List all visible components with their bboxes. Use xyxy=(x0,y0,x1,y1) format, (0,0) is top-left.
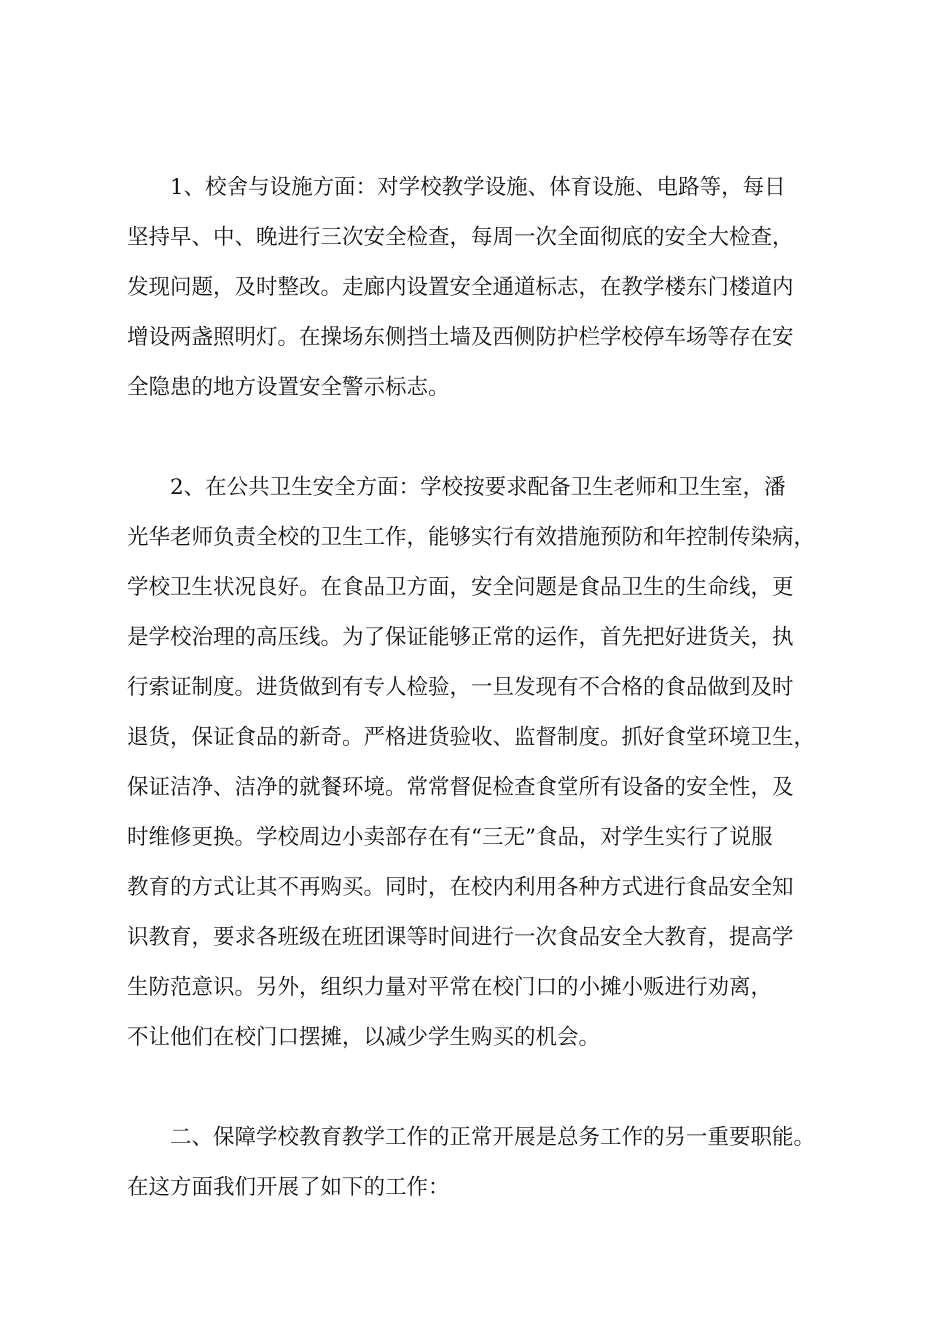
paragraph-section-two xyxy=(127,1113,815,1213)
paragraph-line: 退货，保证食品的新奇。严格进货验收、监督制度。抓好食堂环境卫生， xyxy=(127,725,816,750)
paragraph-line: 教育的方式让其不再购买。同时，在校内利用各种方式进行食品安全知 xyxy=(127,875,794,900)
paragraph-line: 1、校舍与设施方面：对学校教学设施、体育设施、电路等，每日 xyxy=(127,175,786,200)
paragraph-line: 在这方面我们开展了如下的工作： xyxy=(127,1175,450,1200)
paragraph-facilities xyxy=(127,163,794,413)
paragraph-line: 时维修更换。学校周边小卖部存在有“三无”食品，对学生实行了说服 xyxy=(127,825,773,850)
paragraph-public-health xyxy=(127,463,815,1063)
paragraph-line: 学校卫生状况良好。在食品卫方面，安全问题是食品卫生的生命线，更 xyxy=(127,575,794,600)
paragraph-line: 生防范意识。另外，组织力量对平常在校门口的小摊小贩进行劝离， xyxy=(127,975,773,1000)
paragraph-line: 增设两盏照明灯。在操场东侧挡土墙及西侧防护栏学校停车场等存在安 xyxy=(127,325,794,350)
paragraph-line: 2、在公共卫生安全方面：学校按要求配备卫生老师和卫生室，潘 xyxy=(127,475,786,500)
paragraph-line: 全隐患的地方设置安全警示标志。 xyxy=(127,375,450,400)
paragraph-line: 坚持早、中、晚进行三次安全检查，每周一次全面彻底的安全大检查， xyxy=(127,225,794,250)
paragraph-line: 识教育，要求各班级在班团课等时间进行一次食品安全大教育，提高学 xyxy=(127,925,794,950)
paragraph-line: 是学校治理的高压线。为了保证能够正常的运作，首先把好进货关，执 xyxy=(127,625,794,650)
paragraph-line: 光华老师负责全校的卫生工作，能够实行有效措施预防和年控制传染病， xyxy=(127,525,816,550)
paragraph-line: 发现问题，及时整改。走廊内设置安全通道标志，在教学楼东门楼道内 xyxy=(127,275,794,300)
paragraph-line: 二、保障学校教育教学工作的正常开展是总务工作的另一重要职能。 xyxy=(127,1125,816,1150)
paragraph-line: 不让他们在校门口摆摊，以减少学生购买的机会。 xyxy=(127,1025,601,1050)
paragraph-line: 行索证制度。进货做到有专人检验，一旦发现有不合格的食品做到及时 xyxy=(127,675,794,700)
paragraph-line: 保证洁净、洁净的就餐环境。常常督促检查食堂所有设备的安全性，及 xyxy=(127,775,794,800)
